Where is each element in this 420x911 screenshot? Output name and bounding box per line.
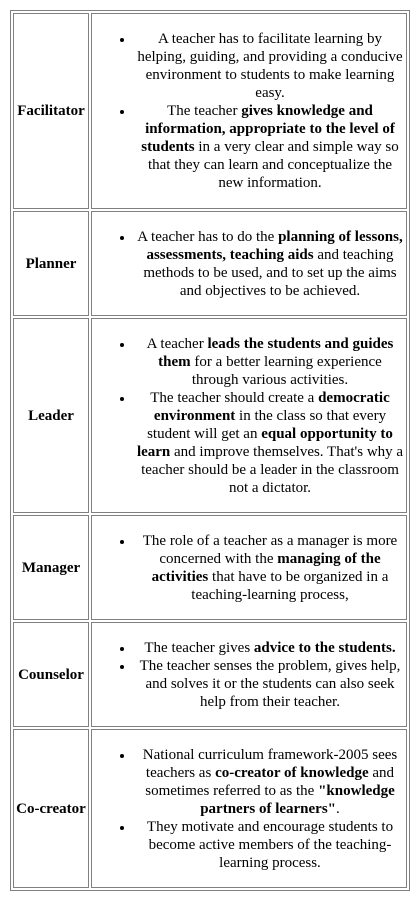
text: The teacher senses the problem, gives help, and solves it or the students can also seek help from their teacher. <box>139 657 401 710</box>
text: and teaching methods to be used, and to set up the aims and objectives to be achieved. <box>143 246 397 299</box>
text: National curriculum framework-2005 sees teachers as <box>142 746 398 781</box>
page <box>10 10 410 891</box>
table-row <box>13 13 407 209</box>
role-cell: Leader <box>13 318 89 513</box>
table-row <box>13 729 407 888</box>
description-cell <box>91 515 407 620</box>
description-cell <box>91 622 407 727</box>
bullet-item <box>134 746 406 818</box>
description-list <box>92 30 406 192</box>
description-list <box>92 532 406 604</box>
bullet-item <box>134 639 406 657</box>
text: and sometimes referred to as the <box>145 764 395 799</box>
bold-text: "knowledge partners of learners" <box>200 782 395 817</box>
description-cell <box>91 13 407 209</box>
text: in the class so that every student will get an <box>147 407 387 442</box>
text: that have to be organized in a teaching-learning process, <box>191 568 389 603</box>
bold-text: democratic environment <box>153 389 390 424</box>
teacher-roles-table <box>10 10 410 891</box>
text: A teacher has to facilitate learning by helping, guiding, and providing a conducive environment to students to make learning easy. <box>137 31 403 101</box>
role-cell: Facilitator <box>13 13 89 209</box>
description-cell <box>91 318 407 513</box>
bold-text: leads the students and guides them <box>158 335 394 370</box>
role-cell: Planner <box>13 211 89 316</box>
text: and improve themselves. That's why a teacher should be a leader in the classroom not a dictator. <box>141 443 404 496</box>
role-cell: Manager <box>13 515 89 620</box>
bold-text: advice to the students. <box>253 639 396 656</box>
text: . <box>336 800 340 817</box>
bold-text: planning of lessons, assessments, teaching aids <box>146 228 403 263</box>
table-row <box>13 515 407 620</box>
bullet-item <box>134 30 406 102</box>
bullet-item <box>134 657 406 711</box>
text: for a better learning experience through various activities. <box>190 353 382 388</box>
text: The teacher gives <box>144 639 254 656</box>
description-list <box>92 746 406 872</box>
bold-text: equal opportunity to learn <box>136 425 393 460</box>
bullet-item <box>134 532 406 604</box>
table-row <box>13 318 407 513</box>
role-cell: Co-creator <box>13 729 89 888</box>
bullet-item <box>134 228 406 300</box>
description-list <box>92 639 406 711</box>
table-body <box>13 13 407 888</box>
bullet-item <box>134 818 406 872</box>
text: The teacher <box>167 103 242 119</box>
table-row <box>13 622 407 727</box>
table-row <box>13 211 407 316</box>
bullet-item <box>134 335 406 389</box>
text: They motivate and encourage students to become active members of the teaching-learning process. <box>146 818 394 871</box>
text: A teacher <box>146 335 208 352</box>
text: A teacher has to do the <box>137 228 279 245</box>
description-cell <box>91 729 407 888</box>
bold-text: co-creator of knowledge <box>215 764 369 781</box>
bullet-item <box>134 389 406 497</box>
text: The role of a teacher as a manager is more concerned with the <box>142 532 398 567</box>
text: in a very clear and simple way so that they can learn and conceptualize the new information. <box>147 139 399 191</box>
bold-text: gives knowledge and information, appropriate to the level of students <box>141 103 395 155</box>
description-list <box>92 335 406 497</box>
role-cell: Counselor <box>13 622 89 727</box>
bold-text: managing of the activities <box>151 550 381 585</box>
description-list <box>92 228 406 300</box>
bullet-item <box>134 102 406 192</box>
text: The teacher should create a <box>150 389 319 406</box>
description-cell <box>91 211 407 316</box>
